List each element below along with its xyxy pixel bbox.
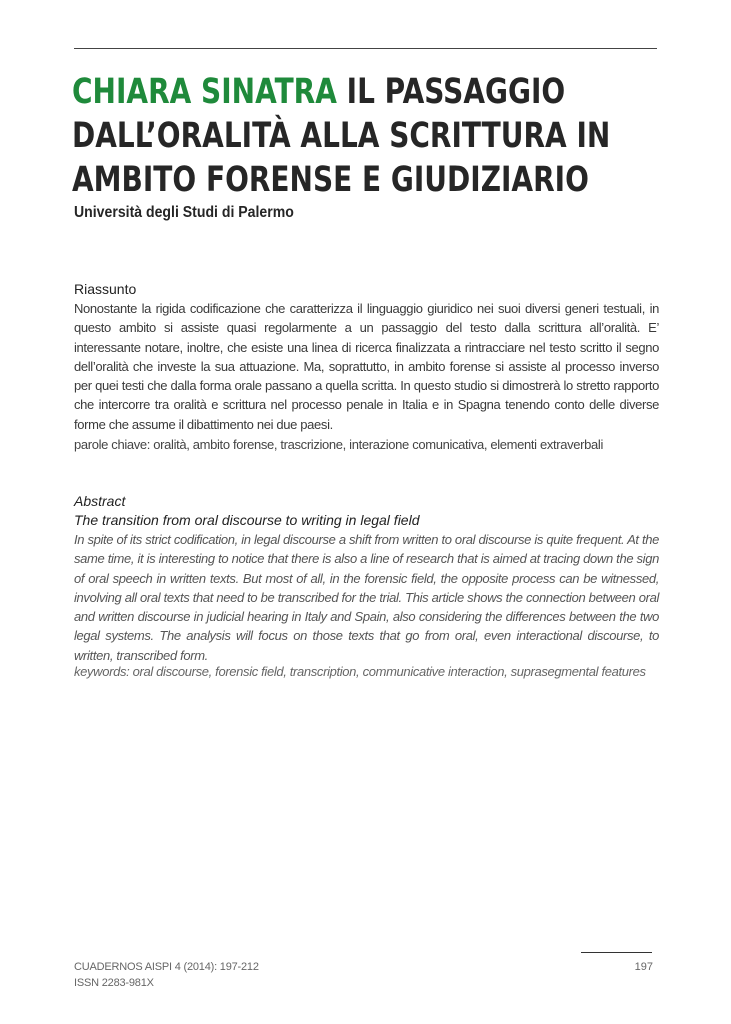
abstract-section <box>74 492 659 665</box>
article-title <box>72 70 611 202</box>
abstract-heading: Abstract <box>74 493 126 509</box>
riassunto-text: Nonostante la rigida codificazione che caratterizza il linguaggio giuridico nei suoi diversi generi testuali, in questo ambito si assiste quasi regolarmente a un passaggio del testo dalla scrittura all’oralità. E’ interessante notare, inoltre, che esiste una linea di ricerca finalizzata a rintracciare nel testo scritto il segno dell’oralità che investe la sua attuazione. Ma, soprattutto, in ambito forense si assiste al processo inverso per quei testi che dalla forma orale passano a quella scritta. In questo studio si dimostrerà lo stretto rapporto che intercorre tra oralità e scrittura nel processo penale in Italia e in Spagna tenendo conto delle diverse forme che assume il dibattimento nei due paesi. <box>74 301 659 432</box>
footer-rule <box>581 952 652 953</box>
author-affiliation: Università degli Studi di Palermo <box>74 204 294 221</box>
page-number: 197 <box>634 961 653 973</box>
title-line-3: AMBITO FORENSE E GIUDIZIARIO <box>72 160 589 200</box>
abstract-text: In spite of its strict codification, in legal discourse a shift from written to oral discourse is quite frequent. At the same time, it is interesting to notice that there is also a line of research that is aimed at tracing down the sign of oral speech in written texts. But most of all, in the forensic field, the opposite process can be witnessed, involving all oral texts that need to be transcribed for the trial. This article shows the connection between oral and written discourse in judicial hearing in Italy and Spain, also considering the differences between the two legal systems. The analysis will focus on those texts that go from oral, even interactional discourse, to written, transcribed form. <box>74 532 659 663</box>
abstract-keywords: keywords: oral discourse, forensic field, transcription, communicative interaction, suprasegmental features <box>74 664 646 679</box>
riassunto-heading: Riassunto <box>74 281 137 297</box>
abstract-subtitle: The transition from oral discourse to writing in legal field <box>74 512 420 528</box>
parole-chiave: parole chiave: oralità, ambito forense, trascrizione, interazione comunicativa, elementi extraverbali <box>74 437 603 452</box>
author-name: CHIARA SINATRA <box>72 72 337 112</box>
footer-issn: ISSN 2283-981X <box>74 977 154 989</box>
riassunto-section <box>74 280 659 434</box>
top-rule <box>74 48 657 49</box>
footer-journal-citation: CUADERNOS AISPI 4 (2014): 197-212 <box>74 961 259 973</box>
title-line-2: DALL’ORALITÀ ALLA SCRITTURA IN <box>72 116 611 156</box>
title-line-1: IL PASSAGGIO <box>346 72 566 112</box>
